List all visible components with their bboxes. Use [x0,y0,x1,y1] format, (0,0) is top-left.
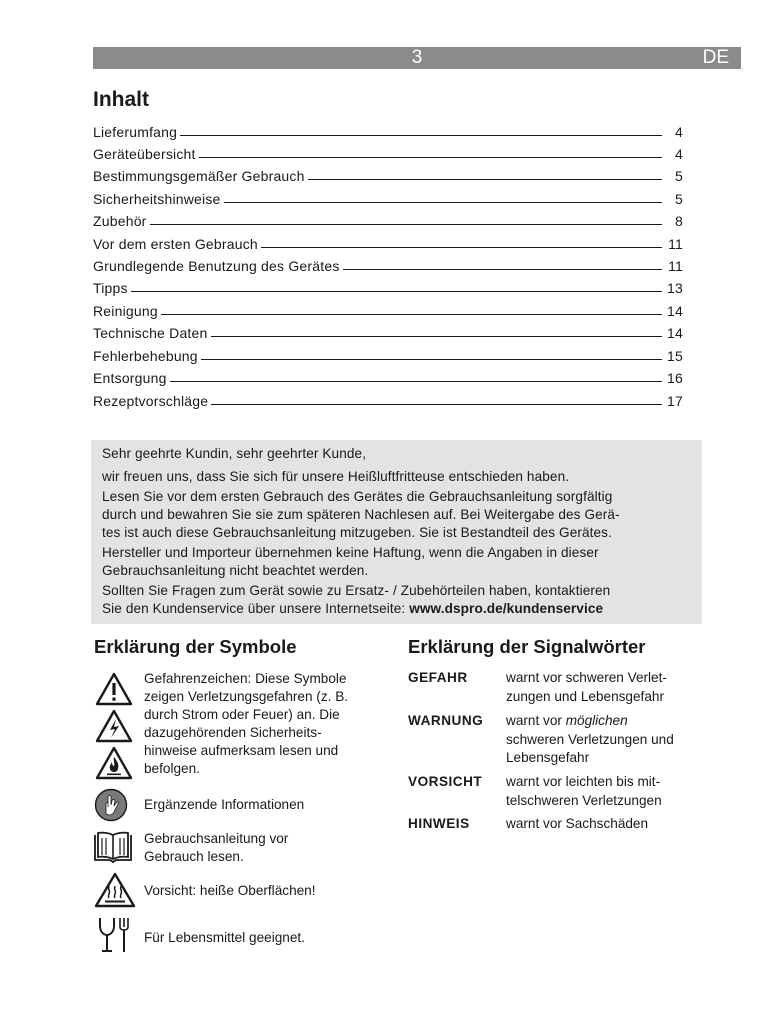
signal-description: warnt vor Sachschäden [506,816,649,831]
service-url-link[interactable]: www.dspro.de/kundenservice [409,601,604,616]
toc-entry[interactable] [93,207,683,229]
toc-leader [224,202,662,203]
signal-description: warnt vor leichten bis mit- [506,774,661,789]
symbol-description [144,830,288,866]
toc-leader [180,135,662,136]
toc-entry[interactable] [93,387,683,409]
greeting-line [102,601,603,616]
symbol-description [144,796,304,814]
fire-hazard-icon [94,745,134,781]
toc-title: Inhalt [93,88,149,111]
symbol-text-line: Ergänzende Informationen [144,797,305,812]
toc-entry-label: Tipps [93,280,128,296]
signal-word-hinweis: HINWEIS [408,816,470,831]
signal-description: telschweren Verletzungen [506,793,662,808]
toc-entry[interactable] [93,319,683,341]
page-header-bar [93,47,741,69]
toc-leader [211,336,663,337]
toc-leader [170,381,662,382]
signal-text-emphasis: möglichen [565,713,628,728]
toc-entry[interactable] [93,274,683,296]
toc-entry[interactable] [93,364,683,386]
signal-word-warnung: WARNUNG [408,713,484,728]
page-number: 3 [411,47,423,68]
toc-entry-page: 13 [667,280,683,296]
toc-entry-page: 14 [667,303,683,319]
signal-text: warnt vor [506,713,566,728]
toc-entry-label: Rezeptvorschläge [93,393,209,409]
toc-leader [211,404,662,405]
toc-leader [261,247,662,248]
greeting-line: Sollten Sie Fragen zum Gerät sowie zu Ersatz- / Zubehörteilen haben, kontaktieren [102,583,611,598]
symbol-description [144,670,348,778]
toc-entry-label: Lieferumfang [93,124,178,140]
toc-entry[interactable] [93,118,683,140]
signal-description [506,713,628,728]
toc-entry-label: Entsorgung [93,370,167,386]
symbol-text-line: Für Lebensmittel geeignet. [144,930,305,945]
toc-entry-label: Grundlegende Benutzung des Gerätes [93,258,340,274]
warning-triangle-icon [94,671,134,707]
signal-description: Lebensgefahr [506,750,590,765]
toc-entry[interactable] [93,342,683,364]
toc-leader [131,291,662,292]
greeting-line: Sehr geehrte Kundin, sehr geehrter Kunde, [102,446,367,461]
toc-entry-label: Sicherheitshinweise [93,191,221,207]
symbol-text-line: durch Strom oder Feuer) an. Die [144,707,340,722]
toc-entry-label: Bestimmungsgemäßer Gebrauch [93,168,305,184]
greeting-line: wir freuen uns, dass Sie sich für unsere Heißluftfritteuse entschieden haben. [102,469,570,484]
signal-description: warnt vor schweren Verlet- [506,670,667,685]
symbol-text-line: Gebrauchsanleitung vor [144,831,289,846]
toc-leader [201,359,662,360]
toc-entry-page: 11 [668,258,683,274]
toc-entry-page: 5 [675,168,683,184]
toc-entry-page: 17 [667,393,683,409]
toc-entry-page: 5 [675,191,683,207]
toc-leader [308,179,662,180]
toc-leader [150,224,662,225]
toc-entry-label: Technische Daten [93,325,208,341]
toc-entry-page: 11 [668,236,683,252]
signals-title: Erklärung der Signalwörter [408,636,646,657]
toc-entry[interactable] [93,230,683,252]
toc-entry-label: Zubehör [93,213,147,229]
toc-entry[interactable] [93,185,683,207]
symbol-text-line: zeigen Verletzungsgefahren (z. B. [144,689,349,704]
signal-word-gefahr: GEFAHR [408,670,468,685]
symbol-description [144,929,305,947]
toc-entry-page: 4 [675,124,683,140]
greeting-line: tes ist auch diese Gebrauchsanleitung mitzugeben. Sie ist Bestandteil des Gerätes. [102,525,612,540]
greeting-line: durch und bewahren Sie sie zum späteren Nachlesen auf. Bei Weitergabe des Gerä- [102,507,620,522]
language-code: DE [702,47,729,68]
toc-entry-page: 4 [675,146,683,162]
symbol-text-line: Gefahrenzeichen: Diese Symbole [144,671,347,686]
toc-entry-label: Reinigung [93,303,158,319]
info-hand-icon [94,788,128,822]
toc-entry-page: 14 [667,325,683,341]
symbol-text-line: Gebrauch lesen. [144,849,244,864]
toc-entry-label: Vor dem ersten Gebrauch [93,236,258,252]
food-safe-icon [97,916,135,956]
greeting-line: Gebrauchsanleitung nicht beachtet werden. [102,563,369,578]
toc-entry-page: 15 [667,348,683,364]
electric-hazard-icon [94,708,134,744]
open-book-icon [92,830,134,864]
greeting-line: Lesen Sie vor dem ersten Gebrauch des Gerätes die Gebrauchsanleitung sorgfältig [102,489,613,504]
signal-description: zungen und Lebensgefahr [506,689,664,704]
greeting-line: Hersteller und Importeur übernehmen keine Haftung, wenn die Angaben in dieser [102,545,599,560]
hot-surface-icon [93,871,137,909]
symbol-text-line: Vorsicht: heiße Oberflächen! [144,883,316,898]
symbol-text-line: befolgen. [144,761,200,776]
symbols-title: Erklärung der Symbole [94,636,297,657]
greeting-line-text: Sie den Kundenservice über unsere Internetseite: [102,601,410,616]
toc-leader [199,157,662,158]
toc-entry-label: Fehlerbehebung [93,348,198,364]
toc-entry[interactable] [93,252,683,274]
toc-entry-page: 8 [675,213,683,229]
symbol-text-line: dazugehörenden Sicherheits- [144,725,322,740]
toc-entry-label: Geräteübersicht [93,146,196,162]
toc-entry-page: 16 [667,370,683,386]
toc-entry[interactable] [93,297,683,319]
signal-description: schweren Verletzungen und [506,732,674,747]
toc-entry[interactable] [93,140,683,162]
toc-entry[interactable] [93,162,683,184]
symbol-description [144,882,316,900]
toc-leader [343,269,662,270]
toc-leader [161,314,662,315]
signal-word-vorsicht: VORSICHT [408,774,483,789]
symbol-text-line: hinweise aufmerksam lesen und [144,743,339,758]
